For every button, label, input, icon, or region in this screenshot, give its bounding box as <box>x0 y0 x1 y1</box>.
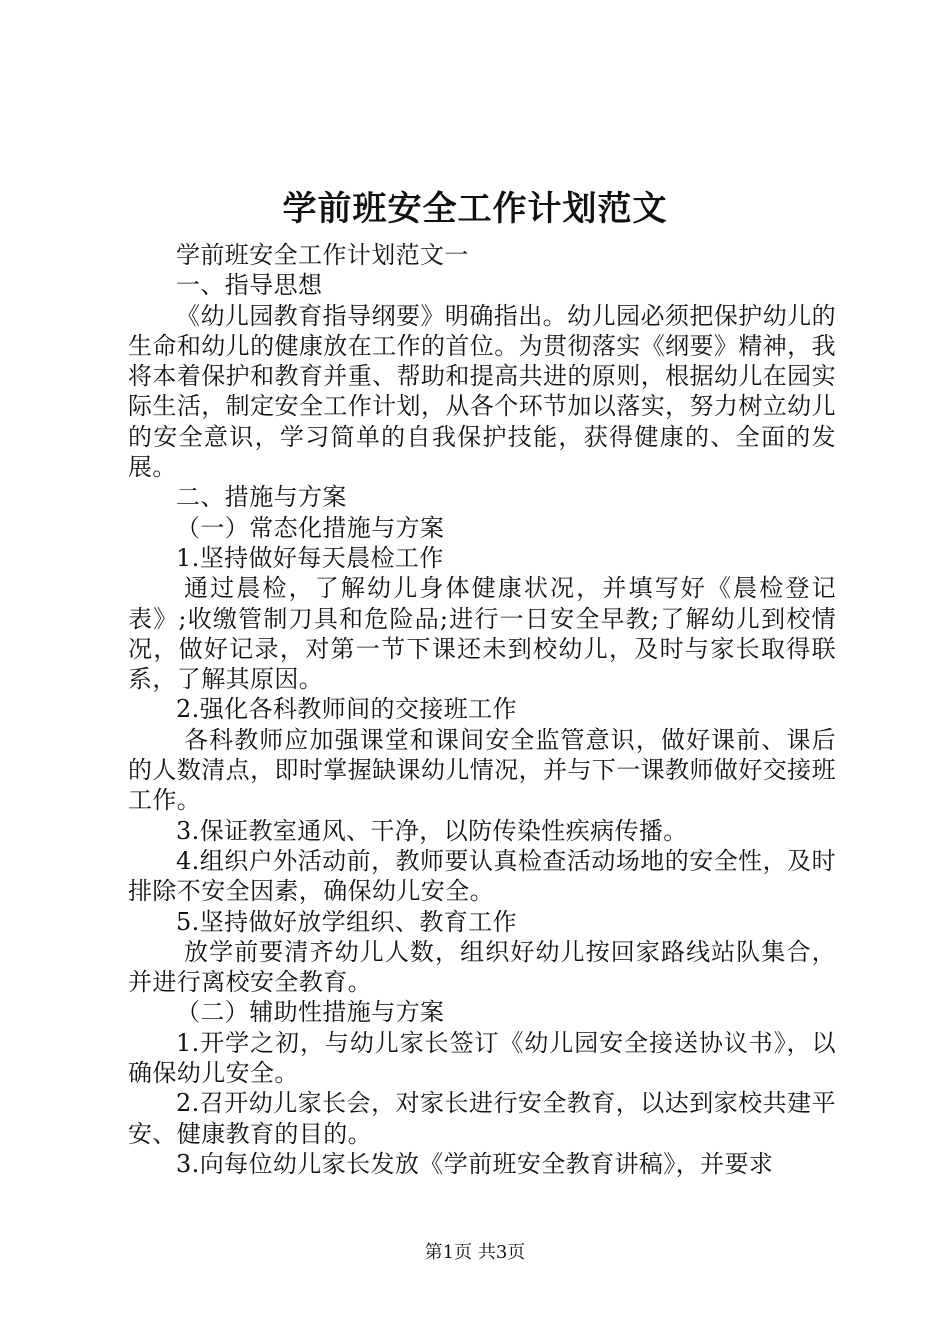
paragraph: 《幼儿园教育指导纲要》明确指出。幼儿园必须把保护幼儿的生命和幼儿的健康放在工作的首位。为贯彻落实《纲要》精神，我将本着保护和教育并重、帮助和提高共进的原则，根据幼儿在园实际生活，制定安全工作计划，从各个环节加以落实，努力树立幼儿的安全意识，学习简单的自我保护技能，获得健康的、全面的发展。 <box>128 301 836 482</box>
item-heading: 2.强化各科教师间的交接班工作 <box>176 695 517 724</box>
subsection-heading: （二）辅助性措施与方案 <box>176 998 445 1027</box>
page-footer: 第1页 共3页 <box>424 1242 526 1263</box>
paragraph: 4.组织户外活动前，教师要认真检查活动场地的安全性，及时排除不安全因素，确保幼儿安全。 <box>128 846 836 906</box>
paragraph: 1.开学之初，与幼儿家长签订《幼儿园安全接送协议书》，以确保幼儿安全。 <box>128 1028 836 1088</box>
item-heading: 3.保证教室通风、干净，以防传染性疾病传播。 <box>176 816 688 845</box>
paragraph: 学前班安全工作计划范文一 <box>176 241 469 269</box>
item-heading: 5.坚持做好放学组织、教育工作 <box>176 907 517 936</box>
item-heading: 1.坚持做好每天晨检工作 <box>176 543 444 572</box>
paragraph: 2.召开幼儿家长会，对家长进行安全教育，以达到家校共建平安、健康教育的目的。 <box>128 1089 836 1148</box>
paragraph: 放学前要清齐幼儿人数，组织好幼儿按回家路线站队集合，并进行离校安全教育。 <box>128 937 836 997</box>
paragraph: 各科教师应加强课堂和课间安全监管意识，做好课前、课后的人数清点，即时掌握缺课幼儿情况，并与下一课教师做好交接班工作。 <box>128 725 836 815</box>
section-heading: 二、措施与方案 <box>176 483 347 512</box>
section-heading: 一、指导思想 <box>176 271 323 300</box>
document-body <box>128 240 836 1179</box>
paragraph: 通过晨检，了解幼儿身体健康状况，并填写好《晨检登记表》;收缴管制刀具和危险品;进行一日安全早教;了解幼儿到校情况，做好记录，对第一节下课还未到校幼儿，及时与家长取得联系，了解其原因。 <box>128 574 836 694</box>
subsection-heading: （一）常态化措施与方案 <box>176 513 445 542</box>
document-title: 学前班安全工作计划范文 <box>282 189 668 229</box>
paragraph: 3.向每位幼儿家长发放《学前班安全教育讲稿》，并要求 <box>176 1149 774 1178</box>
